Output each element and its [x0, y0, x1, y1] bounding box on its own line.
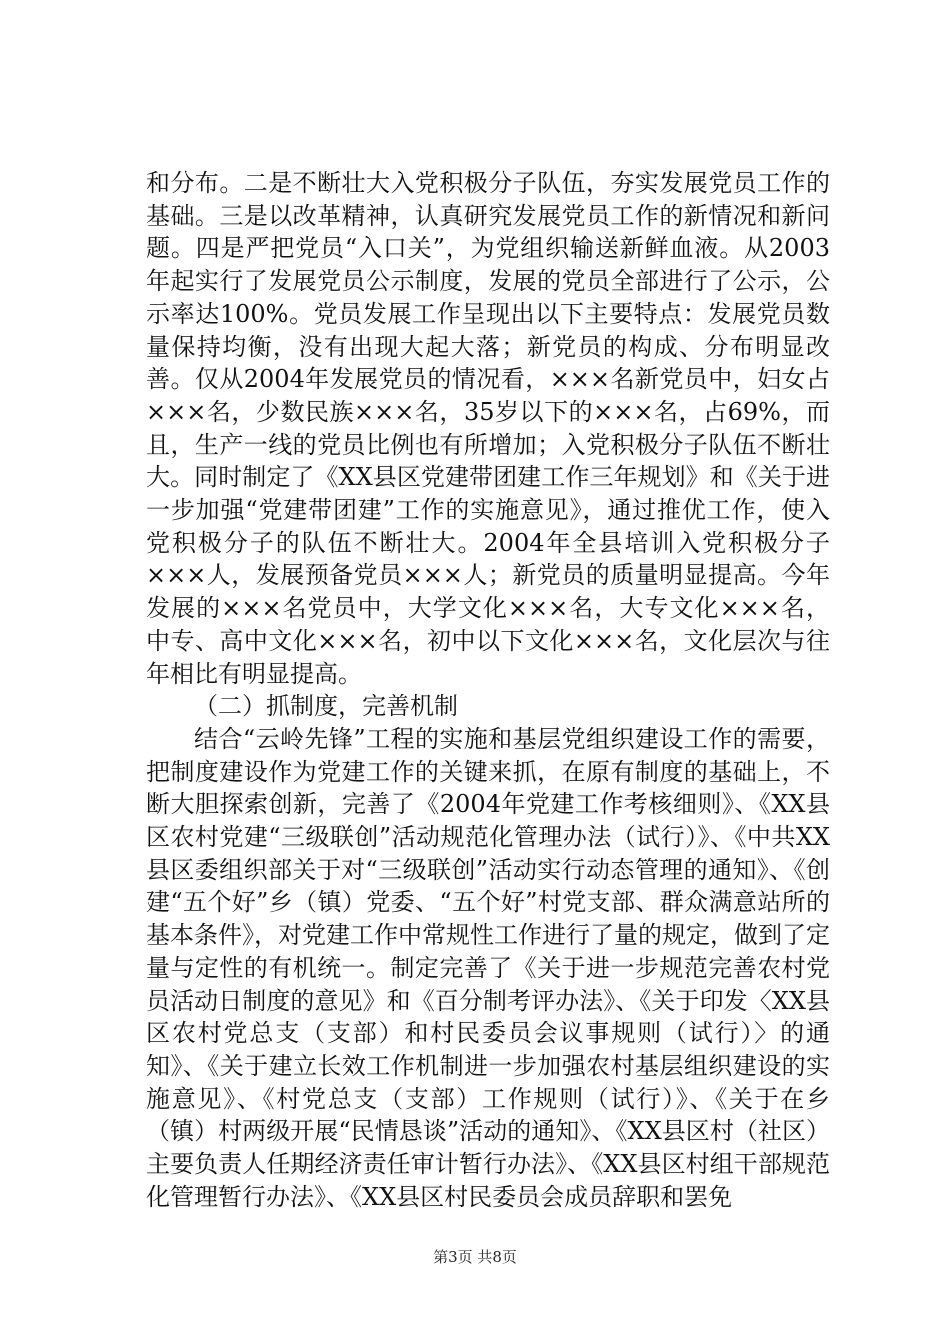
paragraph-system-building: 结合“云岭先锋”工程的实施和基层党组织建设工作的需要，把制度建设作为党建工作的关键来抓，在原有制度的基础上，不断大胆探索创新，完善了《2004年党建工作考核细则》、《XX县区农村党建“三级联创”活动规范化管理办法（试行）》、《中共XX县区委组织部关于对“三级联创”活动实行动态管理的通知》、《创建“五个好”乡（镇）党委、“五个好”村党支部、群众满意站所的基本条件》，对党建工作中常规性工作进行了量的规定，做到了定量与定性的有机统一。制定完善了《关于进一步规范完善农村党员活动日制度的意见》和《百分制考评办法》、《关于印发〈XX县区农村党总支（支部）和村民委员会议事规则（试行）〉的通知》、《关于建立长效工作机制进一步加强农村基层组织建设的实施意见》、《村党总支（支部）工作规则（试行）》、《关于在乡（镇）村两级开展“民情恳谈”活动的通知》、《XX县区村（社区）主要负责人任期经济责任审计暂行办法》、《XX县区村组干部规范化管理暂行办法》、《XX县区村民委员会成员辞职和罢免 [146, 724, 830, 1211]
section-heading-system: （二）抓制度，完善机制 [194, 692, 458, 721]
paragraph-party-development: 和分布。二是不断壮大入党积极分子队伍，夯实发展党员工作的基础。三是以改革精神，认真研究发展党员工作的新情况和新问题。四是严把党员“入口关”，为党组织输送新鲜血液。从2003年起实行了发展党员公示制度，发展的党员全部进行了公示，公示率达100%。党员发展工作呈现出以下主要特点：发展党员数量保持均衡，没有出现大起大落；新党员的构成、分布明显改善。仅从2004年发展党员的情况看，×××名新党员中，妇女占×××名，少数民族×××名，35岁以下的×××名，占69%，而且，生产一线的党员比例也有所增加；入党积极分子队伍不断壮大。同时制定了《XX县区党建带团建工作三年规划》和《关于进一步加强“党建带团建”工作的实施意见》，通过推优工作，使入党积极分子的队伍不断壮大。2004年全县培训入党积极分子×××人，发展预备党员×××人；新党员的质量明显提高。今年发展的×××名党员中，大学文化×××名，大专文化×××名，中专、高中文化×××名，初中以下文化×××名，文化层次与往年相比有明显提高。 [146, 169, 830, 688]
page-number-footer: 第3页 共8页 [433, 1248, 517, 1266]
document-body [146, 167, 830, 1214]
